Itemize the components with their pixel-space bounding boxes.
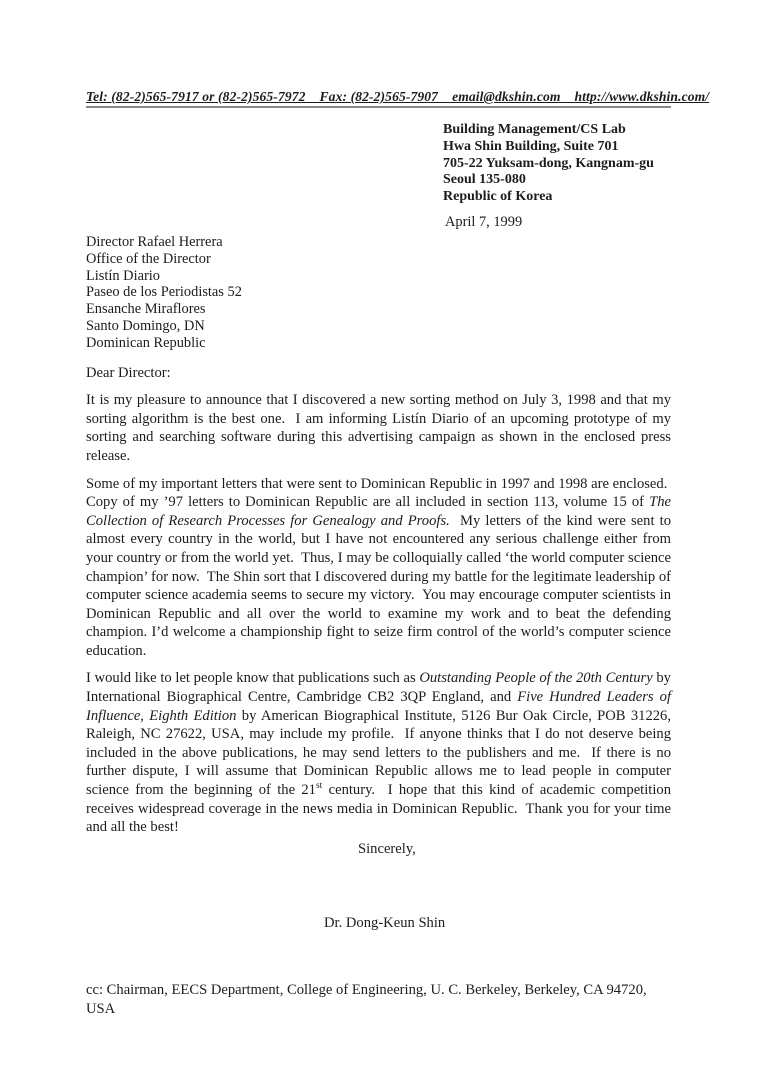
paragraph-2-segment: Some of my important letters that were sent to Dominican Republic in 1997 and 1998 are enclosed. Copy of my ’97 letters to Dominican Republic are all included in section 113, volume 15 of <box>86 475 671 511</box>
sender-address-line: Seoul 135-080 <box>443 172 526 188</box>
paragraph-3-segment: by International Biographical Centre, Cambridge CB2 3QP England, and <box>86 670 671 706</box>
paragraph-3-segment: I would like to let people know that publications such as <box>86 670 420 687</box>
closing-sincerely: Sincerely, <box>358 840 416 857</box>
recipient-address-line: Santo Domingo, DN <box>86 317 205 334</box>
recipient-address-block <box>86 234 671 352</box>
sender-address-line: Republic of Korea <box>443 189 553 205</box>
sender-address-line: Hwa Shin Building, Suite 701 <box>443 138 619 154</box>
sender-address-line: Building Management/CS Lab <box>443 122 626 137</box>
recipient-address-line: Dominican Republic <box>86 334 206 351</box>
book-title-genealogy-proofs: The Collection of Research Processes for Genealogy and Proofs. <box>86 494 671 529</box>
recipient-address-line: Ensanche Miraflores <box>86 301 206 318</box>
salutation: Dear Director: <box>86 364 171 381</box>
signature-name: Dr. Dong-Keun Shin <box>324 915 446 932</box>
paragraph-1-text: It is my pleasure to announce that I discovered a new sorting method on July 3, 1998 and that my sorting algorithm is the best one. I am informing Listín Diario of an upcoming prototype of my sorting and searching software during this advertising campaign as shown in the enclosed press release. <box>86 392 671 464</box>
paragraph-3-segment: century. I hope that this kind of academic competition receives widespread coverage in the news media in Dominican Republic. Thank you for your time and all the best! <box>86 782 671 836</box>
letterhead-contact-line: Tel: (82-2)565-7917 or (82-2)565-7972 Fax: (82-2)565-7907 email@dkshin.com http://www.dkshin.com/ <box>86 89 710 104</box>
book-title-outstanding-people: Outstanding People of the 20th Century <box>419 670 653 687</box>
sender-address-block <box>443 122 671 206</box>
letter-date: April 7, 1999 <box>445 213 523 230</box>
body-paragraph-2 <box>86 475 671 661</box>
recipient-address-line: Office of the Director <box>86 250 211 267</box>
recipient-address-line: Paseo de los Periodistas 52 <box>86 284 242 301</box>
sender-address-line: 705-22 Yuksam-dong, Kangnam-gu <box>443 155 654 171</box>
book-title-five-hundred-leaders: Five Hundred Leaders of Influence, Eighth Edition <box>86 689 671 724</box>
body-paragraph-1 <box>86 391 671 465</box>
letter-content <box>86 88 710 1018</box>
body-paragraph-3 <box>86 669 671 836</box>
paragraph-2-segment: My letters of the kind were sent to almost every country in the world, but I have not encountered any serious challenge either from your country or from the world yet. Thus, I may be colloquially called ‘the world computer science champion’ for now. The Shin sort that I discovered during my battle for the legitimate leadership of computer science academia seems to secure my victory. You may encourage computer scientists in Dominican Republic and all over the world to examine my work and to beat the defending champion. I’d welcome a championship fight to seize firm control of the world’s computer science education. <box>86 512 671 659</box>
paragraph-3-segment: by American Biographical Institute, 5126 Bur Oak Circle, POB 31226, Raleigh, NC 27622, USA, may include my profile. If anyone thinks that I do not deserve being included in the above publications, he may send letters to the publishers and me. If there is no further dispute, I will assume that Dominican Republic allows me to lead people in computer science from the beginning of the 21 <box>86 707 671 799</box>
cc-line: cc: Chairman, EECS Department, College of Engineering, U. C. Berkeley, Berkeley, CA 94720, USA <box>86 982 647 1017</box>
recipient-address-line: Listín Diario <box>86 267 160 284</box>
letterhead-rule <box>86 88 710 108</box>
recipient-address-line: Director Rafael Herrera <box>86 233 223 250</box>
ordinal-superscript: st <box>315 781 323 792</box>
